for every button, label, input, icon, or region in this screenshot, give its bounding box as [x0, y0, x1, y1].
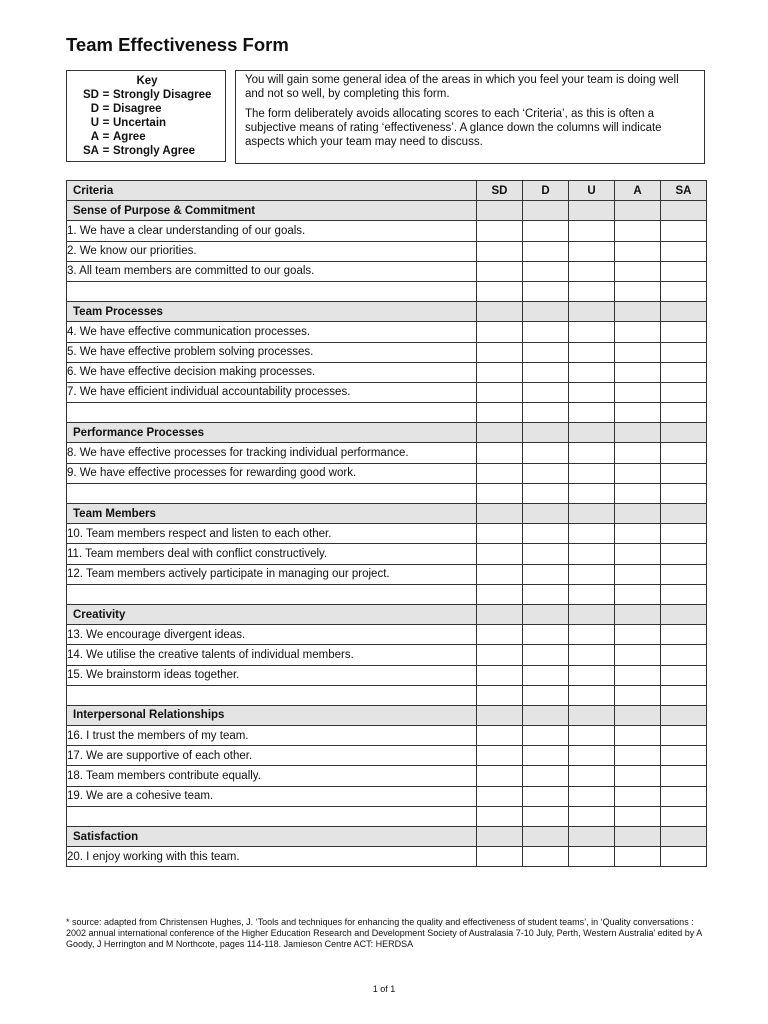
rating-cell-a[interactable] [615, 483, 661, 503]
rating-cell-d[interactable] [523, 544, 569, 564]
criteria-row [67, 221, 707, 241]
rating-cell-u[interactable] [569, 241, 615, 261]
rating-cell-sd[interactable] [477, 746, 523, 766]
criteria-text: 5. We have effective problem solving processes. [67, 342, 477, 362]
rating-cell-sd[interactable] [477, 645, 523, 665]
criteria-row [67, 726, 707, 746]
section-rating-cell [569, 604, 615, 624]
rating-cell-d[interactable] [523, 786, 569, 806]
section-label: Team Members [67, 504, 477, 524]
spacer-row [67, 483, 707, 503]
rating-cell-u[interactable] [569, 645, 615, 665]
section-rating-cell [477, 827, 523, 847]
rating-cell-a[interactable] [615, 524, 661, 544]
key-label: Strongly Agree [113, 145, 196, 157]
rating-cell-d[interactable] [523, 342, 569, 362]
criteria-text: 19. We are a cohesive team. [67, 786, 477, 806]
rating-cell-sd[interactable] [477, 403, 523, 423]
rating-cell-u[interactable] [569, 746, 615, 766]
section-rating-cell [661, 705, 707, 725]
rating-cell-sa[interactable] [661, 625, 707, 645]
section-rating-cell [661, 423, 707, 443]
rating-cell-u[interactable] [569, 625, 615, 645]
rating-cell-sa[interactable] [661, 847, 707, 867]
criteria-text: 11. Team members deal with conflict constructively. [67, 544, 477, 564]
rating-header-sa: SA [661, 181, 707, 201]
rating-cell-sa[interactable] [661, 362, 707, 382]
rating-cell-a[interactable] [615, 362, 661, 382]
rating-cell-sa[interactable] [661, 746, 707, 766]
key-equals: = [102, 117, 110, 129]
rating-cell-sd[interactable] [477, 221, 523, 241]
section-label: Performance Processes [67, 423, 477, 443]
key-equals: = [102, 103, 110, 115]
criteria-text: 10. Team members respect and listen to each other. [67, 524, 477, 544]
rating-cell-u[interactable] [569, 766, 615, 786]
rating-cell-sa[interactable] [661, 645, 707, 665]
section-label: Team Processes [67, 302, 477, 322]
criteria-text: 12. Team members actively participate in managing our project. [67, 564, 477, 584]
section-rating-cell [615, 302, 661, 322]
rating-cell-d[interactable] [523, 726, 569, 746]
section-rating-cell [661, 504, 707, 524]
section-rating-cell [477, 423, 523, 443]
spacer-cell [67, 483, 477, 503]
key-label: Uncertain [113, 117, 167, 129]
section-rating-cell [569, 423, 615, 443]
rating-cell-u[interactable] [569, 362, 615, 382]
form-title: Team Effectiveness Form [66, 34, 289, 55]
section-rating-cell [615, 827, 661, 847]
key-abbr: D [90, 103, 99, 115]
spacer-row [67, 584, 707, 604]
section-label: Interpersonal Relationships [67, 705, 477, 725]
rating-cell-sa[interactable] [661, 221, 707, 241]
rating-cell-sa[interactable] [661, 685, 707, 705]
description-paragraph-2: The form deliberately avoids allocating scores to each ‘Criteria’, as this is often a subjective means of rating ‘effectiveness’. A glance down the columns will indicate aspects which your team may need to discuss. [245, 108, 662, 148]
section-rating-cell [523, 201, 569, 221]
criteria-text: 2. We know our priorities. [67, 241, 477, 261]
section-rating-cell [661, 201, 707, 221]
spacer-cell [67, 584, 477, 604]
key-equals: = [102, 89, 110, 101]
rating-cell-sa[interactable] [661, 766, 707, 786]
key-equals: = [102, 145, 110, 157]
rating-cell-sa[interactable] [661, 483, 707, 503]
spacer-cell [67, 403, 477, 423]
rating-cell-d[interactable] [523, 241, 569, 261]
rating-cell-sd[interactable] [477, 463, 523, 483]
rating-cell-sa[interactable] [661, 564, 707, 584]
rating-cell-d[interactable] [523, 221, 569, 241]
criteria-row [67, 322, 707, 342]
rating-cell-d[interactable] [523, 524, 569, 544]
rating-cell-a[interactable] [615, 443, 661, 463]
rating-cell-sd[interactable] [477, 443, 523, 463]
rating-cell-a[interactable] [615, 786, 661, 806]
rating-cell-sd[interactable] [477, 584, 523, 604]
section-rating-cell [569, 705, 615, 725]
rating-cell-sa[interactable] [661, 524, 707, 544]
rating-cell-d[interactable] [523, 685, 569, 705]
rating-cell-a[interactable] [615, 665, 661, 685]
criteria-row [67, 382, 707, 402]
rating-cell-sa[interactable] [661, 544, 707, 564]
section-label: Sense of Purpose & Commitment [67, 201, 477, 221]
section-row [67, 705, 707, 725]
section-label: Satisfaction [67, 827, 477, 847]
rating-header-d: D [523, 181, 569, 201]
rating-cell-u[interactable] [569, 524, 615, 544]
rating-cell-a[interactable] [615, 584, 661, 604]
rating-cell-a[interactable] [615, 281, 661, 301]
section-rating-cell [615, 705, 661, 725]
key-row [73, 102, 225, 116]
section-rating-cell [523, 504, 569, 524]
key-equals: = [102, 131, 110, 143]
key-row [73, 116, 225, 130]
rating-cell-sa[interactable] [661, 342, 707, 362]
key-list [73, 88, 225, 158]
criteria-text: 18. Team members contribute equally. [67, 766, 477, 786]
section-rating-cell [569, 302, 615, 322]
spacer-cell [67, 685, 477, 705]
rating-cell-a[interactable] [615, 342, 661, 362]
rating-cell-a[interactable] [615, 322, 661, 342]
rating-cell-d[interactable] [523, 564, 569, 584]
rating-cell-sd[interactable] [477, 483, 523, 503]
rating-cell-sa[interactable] [661, 726, 707, 746]
rating-cell-d[interactable] [523, 746, 569, 766]
rating-cell-a[interactable] [615, 463, 661, 483]
rating-cell-d[interactable] [523, 483, 569, 503]
rating-cell-a[interactable] [615, 221, 661, 241]
rating-cell-u[interactable] [569, 685, 615, 705]
section-rating-cell [477, 504, 523, 524]
criteria-text: 1. We have a clear understanding of our goals. [67, 221, 477, 241]
rating-cell-u[interactable] [569, 847, 615, 867]
criteria-text: 14. We utilise the creative talents of individual members. [67, 645, 477, 665]
rating-cell-u[interactable] [569, 544, 615, 564]
section-rating-cell [569, 827, 615, 847]
rating-cell-u[interactable] [569, 261, 615, 281]
section-rating-cell [477, 201, 523, 221]
rating-cell-sa[interactable] [661, 786, 707, 806]
section-row [67, 827, 707, 847]
rating-header-sd: SD [477, 181, 523, 201]
criteria-row [67, 847, 707, 867]
section-rating-cell [661, 604, 707, 624]
section-rating-cell [569, 201, 615, 221]
key-row [73, 130, 225, 144]
rating-cell-sa[interactable] [661, 806, 707, 826]
rating-cell-sd[interactable] [477, 342, 523, 362]
rating-cell-d[interactable] [523, 645, 569, 665]
criteria-row [67, 463, 707, 483]
rating-header-a: A [615, 181, 661, 201]
rating-cell-sd[interactable] [477, 382, 523, 402]
spacer-cell [67, 806, 477, 826]
rating-cell-d[interactable] [523, 665, 569, 685]
section-row [67, 504, 707, 524]
rating-cell-a[interactable] [615, 261, 661, 281]
rating-cell-sd[interactable] [477, 806, 523, 826]
rating-cell-sd[interactable] [477, 685, 523, 705]
criteria-row [67, 443, 707, 463]
rating-cell-sd[interactable] [477, 786, 523, 806]
criteria-text: 8. We have effective processes for tracking individual performance. [67, 443, 477, 463]
criteria-row [67, 261, 707, 281]
rating-cell-sd[interactable] [477, 544, 523, 564]
criteria-row [67, 625, 707, 645]
section-rating-cell [523, 827, 569, 847]
rating-cell-sd[interactable] [477, 524, 523, 544]
rating-cell-d[interactable] [523, 443, 569, 463]
rating-cell-u[interactable] [569, 281, 615, 301]
rating-cell-a[interactable] [615, 403, 661, 423]
criteria-row [67, 786, 707, 806]
rating-cell-sd[interactable] [477, 665, 523, 685]
rating-cell-sa[interactable] [661, 281, 707, 301]
rating-cell-a[interactable] [615, 766, 661, 786]
key-abbr: A [90, 131, 99, 143]
description-box [235, 70, 705, 164]
rating-cell-u[interactable] [569, 382, 615, 402]
rating-cell-sa[interactable] [661, 463, 707, 483]
rating-cell-sd[interactable] [477, 362, 523, 382]
rating-cell-u[interactable] [569, 403, 615, 423]
rating-cell-d[interactable] [523, 322, 569, 342]
section-row [67, 604, 707, 624]
rating-cell-sd[interactable] [477, 625, 523, 645]
criteria-text: 7. We have efficient individual accountability processes. [67, 382, 477, 402]
table-header-row [67, 181, 707, 201]
rating-cell-a[interactable] [615, 625, 661, 645]
spacer-cell [67, 281, 477, 301]
criteria-row [67, 524, 707, 544]
key-label: Disagree [113, 103, 162, 115]
section-rating-cell [615, 504, 661, 524]
section-row [67, 201, 707, 221]
key-row [73, 144, 225, 158]
rating-cell-sa[interactable] [661, 403, 707, 423]
rating-cell-sa[interactable] [661, 443, 707, 463]
section-rating-cell [615, 201, 661, 221]
key-abbr: SA [83, 145, 99, 157]
criteria-text: 16. I trust the members of my team. [67, 726, 477, 746]
criteria-row [67, 241, 707, 261]
page-number: 1 of 1 [372, 984, 396, 994]
rating-cell-sd[interactable] [477, 241, 523, 261]
section-rating-cell [615, 604, 661, 624]
criteria-row [67, 766, 707, 786]
section-rating-cell [569, 504, 615, 524]
section-rating-cell [661, 302, 707, 322]
rating-cell-sa[interactable] [661, 382, 707, 402]
rating-cell-sd[interactable] [477, 726, 523, 746]
criteria-row [67, 645, 707, 665]
rating-cell-sd[interactable] [477, 261, 523, 281]
criteria-text: 9. We have effective processes for rewarding good work. [67, 463, 477, 483]
rating-cell-d[interactable] [523, 625, 569, 645]
spacer-row [67, 806, 707, 826]
rating-cell-u[interactable] [569, 463, 615, 483]
key-heading: Key [136, 75, 158, 87]
criteria-text: 13. We encourage divergent ideas. [67, 625, 477, 645]
rating-cell-u[interactable] [569, 584, 615, 604]
section-label: Creativity [67, 604, 477, 624]
rating-cell-sd[interactable] [477, 766, 523, 786]
section-row [67, 423, 707, 443]
rating-cell-sd[interactable] [477, 847, 523, 867]
section-rating-cell [523, 302, 569, 322]
key-label: Agree [113, 131, 146, 143]
rating-cell-a[interactable] [615, 806, 661, 826]
criteria-header: Criteria [67, 181, 477, 201]
rating-cell-d[interactable] [523, 362, 569, 382]
criteria-row [67, 544, 707, 564]
rating-cell-sa[interactable] [661, 241, 707, 261]
section-row [67, 302, 707, 322]
rating-cell-u[interactable] [569, 665, 615, 685]
key-label: Strongly Disagree [113, 89, 212, 101]
rating-cell-sa[interactable] [661, 584, 707, 604]
spacer-row [67, 685, 707, 705]
criteria-row [67, 564, 707, 584]
section-rating-cell [477, 705, 523, 725]
rating-cell-u[interactable] [569, 726, 615, 746]
criteria-text: 15. We brainstorm ideas together. [67, 665, 477, 685]
criteria-row [67, 665, 707, 685]
section-rating-cell [523, 423, 569, 443]
rating-cell-d[interactable] [523, 281, 569, 301]
key-row [73, 88, 225, 102]
section-rating-cell [523, 604, 569, 624]
rating-cell-a[interactable] [615, 241, 661, 261]
criteria-row [67, 342, 707, 362]
rating-cell-d[interactable] [523, 806, 569, 826]
rating-cell-sa[interactable] [661, 261, 707, 281]
rating-cell-sa[interactable] [661, 322, 707, 342]
section-rating-cell [477, 604, 523, 624]
rating-cell-a[interactable] [615, 645, 661, 665]
criteria-text: 3. All team members are committed to our goals. [67, 261, 477, 281]
rating-cell-d[interactable] [523, 403, 569, 423]
spacer-row [67, 281, 707, 301]
rating-cell-d[interactable] [523, 847, 569, 867]
rating-cell-sd[interactable] [477, 281, 523, 301]
section-rating-cell [661, 827, 707, 847]
rating-cell-d[interactable] [523, 584, 569, 604]
rating-cell-a[interactable] [615, 564, 661, 584]
rating-cell-u[interactable] [569, 443, 615, 463]
rating-cell-a[interactable] [615, 382, 661, 402]
rating-cell-a[interactable] [615, 847, 661, 867]
criteria-text: 6. We have effective decision making processes. [67, 362, 477, 382]
rating-cell-u[interactable] [569, 483, 615, 503]
description-paragraph-1: You will gain some general idea of the areas in which you feel your team is doing well and not so well, by completing this form. [245, 74, 679, 100]
criteria-text: 20. I enjoy working with this team. [67, 847, 477, 867]
rating-cell-a[interactable] [615, 544, 661, 564]
rating-cell-u[interactable] [569, 322, 615, 342]
criteria-text: 17. We are supportive of each other. [67, 746, 477, 766]
rating-header-u: U [569, 181, 615, 201]
rating-cell-d[interactable] [523, 382, 569, 402]
rating-cell-a[interactable] [615, 746, 661, 766]
rating-cell-u[interactable] [569, 342, 615, 362]
section-rating-cell [523, 705, 569, 725]
rating-cell-a[interactable] [615, 726, 661, 746]
rating-cell-u[interactable] [569, 786, 615, 806]
criteria-text: 4. We have effective communication processes. [67, 322, 477, 342]
rating-cell-u[interactable] [569, 806, 615, 826]
key-box [66, 70, 226, 162]
rating-cell-d[interactable] [523, 261, 569, 281]
rating-cell-sa[interactable] [661, 665, 707, 685]
key-abbr: SD [83, 89, 99, 101]
section-rating-cell [615, 423, 661, 443]
section-rating-cell [477, 302, 523, 322]
rating-cell-sd[interactable] [477, 564, 523, 584]
source-footnote: * source: adapted from Christensen Hughes, J. ‘Tools and techniques for enhancing the quality and effectiveness of student teams’, in ‘Quality conversations : 2002 annual international conference of the Higher Education Research and Development Society of Australasia 7-10 July, Perth, Western Australia’ edited by A Goody, J Herrington and M Northcote, pages 114-118. Jamieson Centre ACT: HERDSA [66, 917, 702, 949]
rating-cell-d[interactable] [523, 463, 569, 483]
criteria-row [67, 746, 707, 766]
rating-cell-sd[interactable] [477, 322, 523, 342]
rating-cell-a[interactable] [615, 685, 661, 705]
criteria-table [66, 180, 707, 867]
rating-cell-d[interactable] [523, 766, 569, 786]
key-abbr: U [90, 117, 99, 129]
rating-cell-u[interactable] [569, 221, 615, 241]
spacer-row [67, 403, 707, 423]
criteria-row [67, 362, 707, 382]
rating-cell-u[interactable] [569, 564, 615, 584]
